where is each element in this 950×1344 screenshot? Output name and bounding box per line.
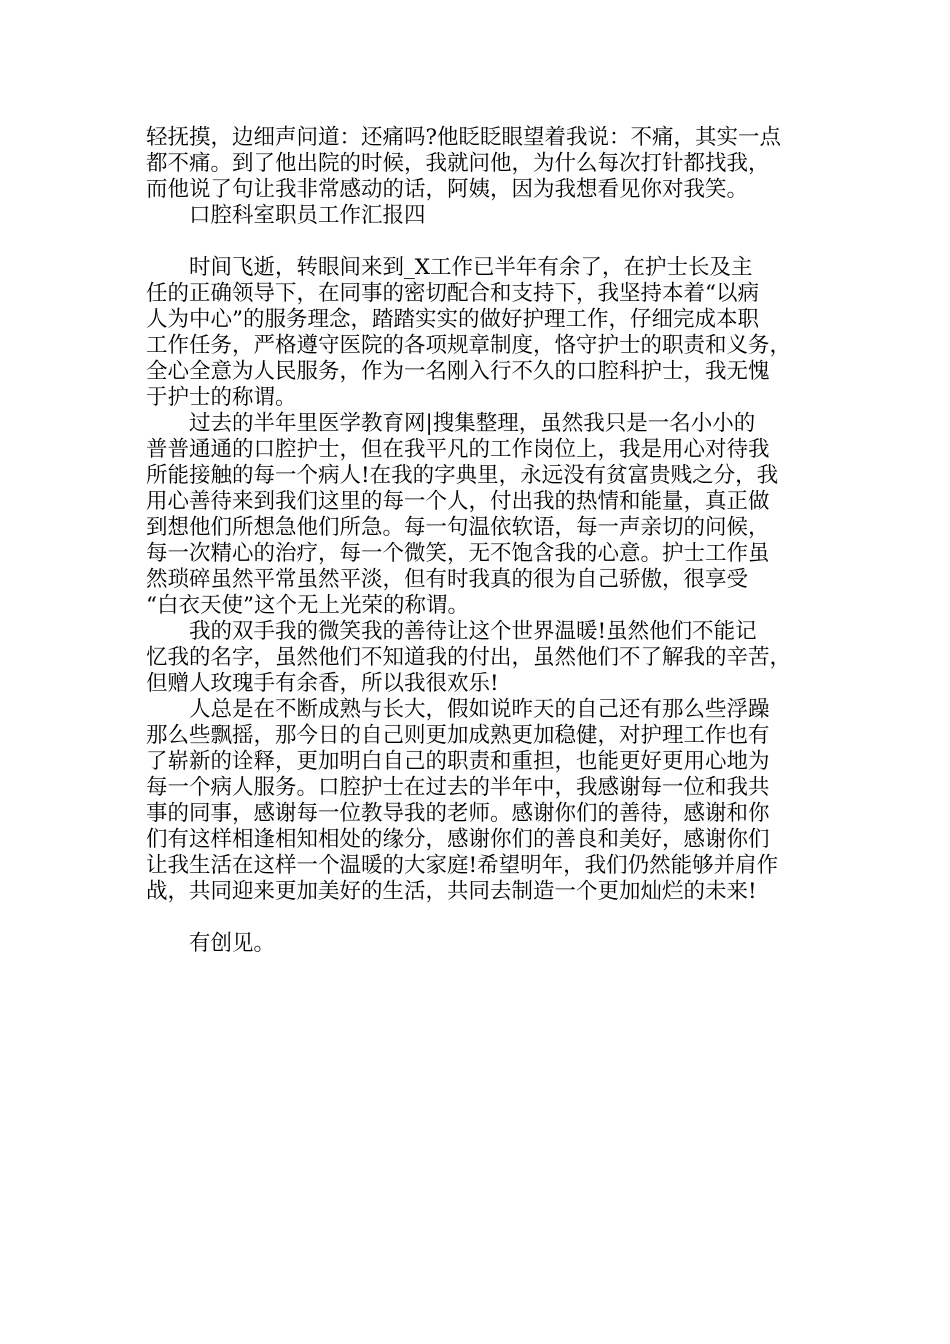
section-heading: 口腔科室职员工作汇报四 <box>146 203 426 228</box>
text-line: 事的同事，感谢每一位教导我的老师。感谢你们的善待，感谢和你 <box>146 801 770 826</box>
text-line: 全心全意为人民服务，作为一名刚入行不久的口腔科护士，我无愧 <box>146 359 770 384</box>
text-line: 普普通通的口腔护士，但在我平凡的工作岗位上，我是用心对待我 <box>146 437 770 462</box>
text-line: 所能接触的每一个病人!在我的字典里，永远没有贫富贵贱之分，我 <box>146 463 779 488</box>
text-line: 到想他们所想急他们所急。每一句温依软语，每一声亲切的问候， <box>146 515 770 540</box>
text-line: 于护士的称谓。 <box>146 385 297 410</box>
text-line: “白衣天使”这个无上光荣的称谓。 <box>146 593 469 618</box>
text-line: 每一个病人服务。口腔护士在过去的半年中，我感谢每一位和我共 <box>146 775 770 800</box>
text-line: 我的双手我的微笑我的善待让这个世界温暖!虽然他们不能记 <box>146 619 757 644</box>
text-line: 任的正确领导下，在同事的密切配合和支持下，我坚持本着“以病 <box>146 281 759 306</box>
text-line: 们有这样相逢相知相处的缘分，感谢你们的善良和美好，感谢你们 <box>146 827 770 852</box>
text-line: 每一次精心的治疗，每一个微笑，无不饱含我的心意。护士工作虽 <box>146 541 770 566</box>
text-line: 那么些飘摇，那今日的自己则更加成熟更加稳健，对护理工作也有 <box>146 723 770 748</box>
text-line: 忆我的名字，虽然他们不知道我的付出，虽然他们不了解我的辛苦， <box>146 645 792 670</box>
text-line: 工作任务，严格遵守医院的各项规章制度，恪守护士的职责和义务， <box>146 333 792 358</box>
text-line: 战，共同迎来更加美好的生活，共同去制造一个更加灿烂的未来! <box>146 879 757 904</box>
text-line: 过去的半年里医学教育网|搜集整理，虽然我只是一名小小的 <box>146 411 756 436</box>
text-line: 让我生活在这样一个温暖的大家庭!希望明年，我们仍然能够并肩作 <box>146 853 779 878</box>
text-line: 有创见。 <box>146 931 276 956</box>
text-line: 但赠人玫瑰手有余香，所以我很欢乐! <box>146 671 499 696</box>
text-line: 了崭新的诠释，更加明白自己的职责和重担，也能更好更用心地为 <box>146 749 770 774</box>
text-line: 然琐碎虽然平常虽然平淡，但有时我真的很为自己骄傲，很享受 <box>146 567 749 592</box>
text-line: 轻抚摸，边细声问道：还痛吗?他眨眨眼望着我说：不痛，其实一点 <box>146 125 782 150</box>
text-line: 而他说了句让我非常感动的话，阿姨，因为我想看见你对我笑。 <box>146 177 749 202</box>
text-line: 人总是在不断成熟与长大，假如说昨天的自己还有那么些浮躁 <box>146 697 770 722</box>
text-line: 都不痛。到了他出院的时候，我就问他，为什么每次打针都找我， <box>146 151 770 176</box>
text-line: 用心善待来到我们这里的每一个人，付出我的热情和能量，真正做 <box>146 489 770 514</box>
text-line: 时间飞逝，转眼间来到_X工作已半年有余了，在护士长及主 <box>146 255 753 280</box>
text-line: 人为中心”的服务理念，踏踏实实的做好护理工作，仔细完成本职 <box>146 307 759 332</box>
